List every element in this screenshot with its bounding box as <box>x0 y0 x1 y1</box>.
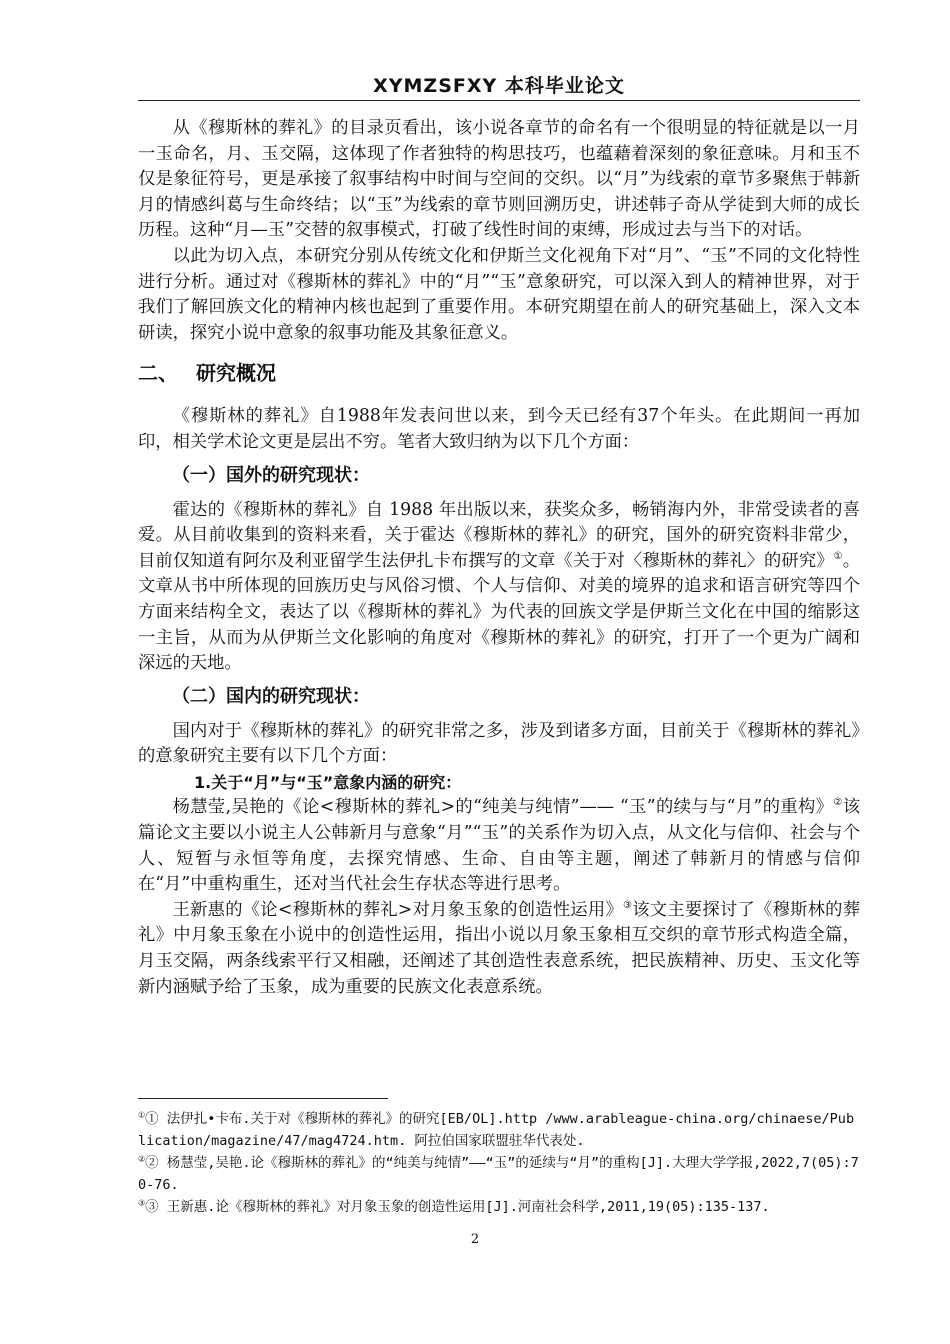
header-title: XYMZSFXY 本科毕业论文 <box>373 75 625 97</box>
foreign-text-a: 霍达的《穆斯林的葬礼》自 1988 年出版以来，获奖众多，畅销海内外，非常受读者的喜爱。从目前收集到的资料来看，关于霍达《穆斯林的葬礼》的研究，国外的研究资料非常少，目前仅知道有阿尔及利亚留学生法伊扎卡布撰写的文章《关于对〈穆斯林的葬礼〉的研究》 <box>138 499 860 571</box>
domestic-intro-paragraph: 国内对于《穆斯林的葬礼》的研究非常之多，涉及到诸多方面，目前关于《穆斯林的葬礼》的意象研究主要有以下几个方面： <box>138 720 860 767</box>
foreign-research-paragraph <box>138 498 860 677</box>
page-number: 2 <box>470 1232 480 1247</box>
page-header <box>138 72 860 101</box>
domestic-p1-text-b: 该篇论文主要以小说主人公韩新月与意象“月”“玉”的关系作为切入点，从文化与信仰、社会与个人、短暂与永恒等角度，去探究情感、生命、自由等主题，阐述了韩新月的情感与信仰在“月”中重构重生，还对当代社会生存状态等进行思考。 <box>138 797 860 895</box>
domestic-p1-text-a: 杨慧莹,吴艳的《论<穆斯林的葬礼>的“纯美与纯情”—— “玉”的续与与“月”的重构》 <box>172 797 834 818</box>
intro-paragraph-1: 从《穆斯林的葬礼》的目录页看出，该小说各章节的命名有一个很明显的特征就是以一月一玉命名，月、玉交隔，这体现了作者独特的构思技巧，也蕴藉着深刻的象征意味。月和玉不仅是象征符号，更是承接了叙事结构中时间与空间的交织。以“月”为线索的章节多聚焦于韩新月的情感纠葛与生命终结；以“玉”为线索的章节则回溯历史，讲述韩子奇从学徒到大师的成长历程。这种“月—玉”交替的叙事模式，打破了线性时间的束缚，形成过去与当下的对话。 <box>138 118 860 241</box>
foreign-text-b: 。文章从书中所体现的回族历史与风俗习惯、个人与信仰、对美的境界的追求和语言研究等四个方面来结构全文，表达了以《穆斯林的葬礼》为代表的回族文学是伊斯兰文化在中国的缩影这一主旨，从而为从伊斯兰文化影响的角度对《穆斯林的葬礼》的研究，打开了一个更为广阔和深远的天地。 <box>138 550 860 674</box>
intro-paragraph-2: 以此为切入点，本研究分别从传统文化和伊斯兰文化视角下对“月”、“玉”不同的文化特性进行分析。通过对《穆斯林的葬礼》中的“月”“玉”意象研究，可以深入到人的精神世界，对于我们了解回族文化的精神内核也起到了重要作用。本研究期望在前人的研究基础上，深入文本研读，探究小说中意象的叙事功能及其象征意义。 <box>138 245 860 343</box>
main-body <box>138 116 860 1000</box>
footnote-mark: ① <box>138 1110 146 1120</box>
footnote-ref-2[interactable]: ② <box>833 797 843 809</box>
footnote-text: 法伊扎•卡布.关于对《穆斯林的葬礼》的研究[EB/OL].http /www.arableague-china.org/chinaese/Publication/magazine/47/mag4724.htm. 阿拉伯国家联盟驻华代表处. <box>138 1111 855 1149</box>
section-heading <box>138 358 860 388</box>
section-number: 二、 <box>138 361 178 386</box>
footnote-text: 杨慧莹,吴艳.论《穆斯林的葬礼》的“纯美与纯情”——“玉”的延续与“月”的重构[J].大理大学学报,2022,7(05):70-76. <box>138 1155 859 1193</box>
footnote-number: ① <box>145 1111 159 1127</box>
footnote-ref-3[interactable]: ③ <box>623 900 633 912</box>
footnote-text: 王新惠.论《穆斯林的葬礼》对月象玉象的创造性运用[J].河南社会科学,2011,19(05):135-137. <box>158 1199 770 1215</box>
footnote-divider <box>138 1098 388 1099</box>
footnote-mark: ② <box>138 1154 146 1164</box>
domestic-p2-text-b: 该文主要探讨了《穆斯林的葬礼》中月象玉象在小说中的创造性运用，指出小说以月象玉象相互交织的章节形式构造全篇，月玉交隔，两条线索平行又相融，还阐述了其创造性表意系统，把民族精神、历史、玉文化等新内涵赋予给了玉象，成为重要的民族文化表意系统。 <box>138 899 860 997</box>
footnote-number: ③ <box>145 1199 159 1215</box>
footnote-number: ② <box>145 1155 159 1171</box>
footnote-3 <box>138 1196 860 1218</box>
footnote-mark: ③ <box>138 1198 146 1208</box>
footnotes <box>138 1108 860 1218</box>
domestic-paragraph-2 <box>138 898 860 1000</box>
footnote-1 <box>138 1108 860 1152</box>
section-intro-paragraph: 《穆斯林的葬礼》自1988年发表问世以来，到今天已经有37个年头。在此期间一再加印，相关学术论文更是层出不穷。笔者大致归纳为以下几个方面： <box>138 406 860 452</box>
footnote-2 <box>138 1152 860 1196</box>
domestic-p2-text-a: 王新惠的《论<穆斯林的葬礼>对月象玉象的创造性运用》 <box>172 899 624 920</box>
section-title: 研究概况 <box>196 361 276 386</box>
subsection-heading-domestic: （二）国内的研究现状： <box>172 685 370 707</box>
item-heading-1: 1.关于“月”与“玉”意象内涵的研究： <box>194 772 462 792</box>
subsection-heading-foreign: （一）国外的研究现状： <box>172 464 370 486</box>
domestic-paragraph-1 <box>138 795 860 897</box>
footnote-ref-1[interactable]: ① <box>833 550 843 562</box>
